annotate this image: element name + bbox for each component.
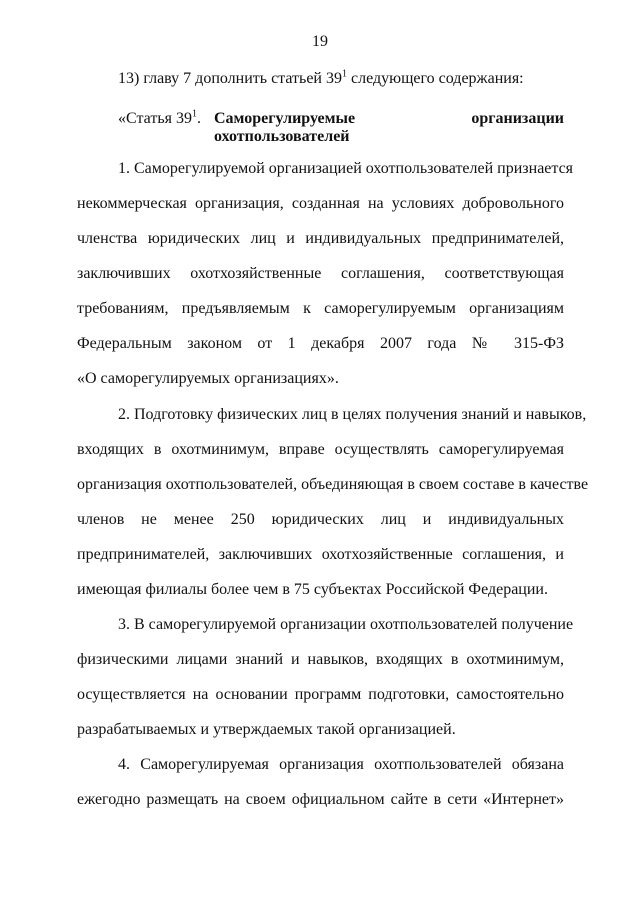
amendment-intro	[118, 68, 564, 90]
paragraph-line: ежегодно размещать на своем официальном сайте в сети «Интернет»	[77, 791, 564, 808]
paragraph-line: 4. Саморегулируемая организация охотпользователей обязана	[118, 756, 564, 773]
paragraph-line: предпринимателей, заключивших охотхозяйственные соглашения, и	[77, 546, 564, 563]
paragraph-line: осуществляется на основании программ подготовки, самостоятельно	[77, 686, 564, 703]
article-title-part3: охотпользователей	[214, 128, 350, 145]
article-title-part1: Саморегулируемые	[214, 110, 356, 127]
article-label-text: «Статья 39	[118, 110, 192, 127]
intro-text-before: 13) главу 7 дополнить статьей 39	[118, 70, 342, 87]
paragraph-line: 1. Саморегулируемой организацией охотпользователей признается	[118, 160, 574, 177]
article-label	[118, 109, 201, 129]
paragraph-line: Федеральным законом от 1 декабря 2007 года № 315-ФЗ	[77, 335, 564, 352]
paragraph-line: «О саморегулируемых организациях».	[77, 370, 339, 387]
paragraph-line: разрабатываемых и утверждаемых такой организацией.	[77, 721, 456, 738]
paragraph-line: физическими лицами знаний и навыков, входящих в охотминимум,	[77, 651, 564, 668]
paragraph-line: организация охотпользователей, объединяющая в своем составе в качестве	[77, 476, 589, 493]
article-title-part2: организации	[471, 110, 564, 127]
intro-superscript: 1	[342, 68, 347, 80]
article-label-superscript: 1	[191, 108, 197, 120]
paragraph-line: членов не менее 250 юридических лиц и индивидуальных	[77, 511, 564, 528]
paragraph-line: имеющая филиалы более чем в 75 субъектах Российской Федерации.	[77, 581, 548, 598]
paragraph-line: некоммерческая организация, созданная на условиях добровольного	[77, 195, 564, 212]
article-label-dot: .	[196, 110, 201, 127]
paragraph-line: заключивших охотхозяйственные соглашения, соответствующая	[77, 265, 564, 282]
paragraph-line: 3. В саморегулируемой организации охотпользователей получение	[118, 616, 574, 633]
paragraph-line: требованиям, предъявляемым к саморегулируемым организациям	[77, 300, 564, 317]
paragraph-line: членства юридических лиц и индивидуальных предпринимателей,	[77, 230, 564, 247]
page-number: 19	[312, 33, 328, 50]
intro-text-after: следующего содержания:	[347, 70, 524, 87]
paragraph-line: входящих в охотминимум, вправе осуществлять саморегулируемая	[77, 441, 564, 458]
paragraph-line: 2. Подготовку физических лиц в целях получения знаний и навыков,	[118, 406, 587, 423]
